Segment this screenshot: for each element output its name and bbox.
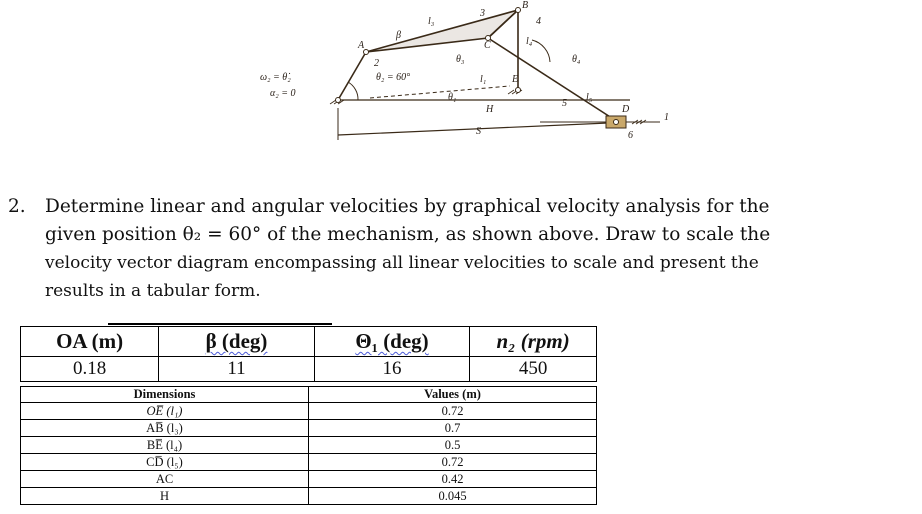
question-line: results in a tabular form. xyxy=(45,281,261,301)
header-theta1: Θ₁ (deg) xyxy=(314,327,470,357)
table-row: CD̅ (l₅) 0.72 xyxy=(21,454,597,471)
question-line: Determine linear and angular velocities by graphical velocity analysis for the xyxy=(45,196,770,217)
label-b: B xyxy=(522,0,529,11)
cell-oa: 0.18 xyxy=(21,357,159,382)
label-link6: 6 xyxy=(628,130,633,141)
label-link3: 3 xyxy=(480,8,485,19)
label-d: D xyxy=(622,104,630,115)
header-dimensions: Dimensions xyxy=(21,387,309,403)
theta2-arc xyxy=(348,82,358,100)
question-line: given position θ₂ = 60° of the mechanism, as shown above. Draw to scale the xyxy=(45,224,771,245)
label-h: H xyxy=(486,104,494,115)
table-header-row xyxy=(21,387,597,403)
baseline-s xyxy=(338,123,608,135)
label-link4: 4 xyxy=(536,16,541,27)
header-values: Values (m) xyxy=(309,387,597,403)
header-oa: OA (m) xyxy=(21,327,159,357)
cell-n2: 450 xyxy=(470,357,597,382)
table-row: OE̅ (l₁) 0.72 xyxy=(21,403,597,420)
label-theta3: θ₃ xyxy=(456,54,465,65)
question-block xyxy=(8,193,918,305)
table-row: H 0.045 xyxy=(21,488,597,505)
label-e: E xyxy=(512,74,519,85)
label-link1: 1 xyxy=(664,112,669,123)
header-n2: n₂ (rpm) xyxy=(470,327,597,357)
table-row xyxy=(21,357,597,382)
table-header-row xyxy=(21,327,597,357)
label-alpha: α₂ = 0 xyxy=(270,88,296,99)
label-link2: 2 xyxy=(374,58,379,69)
parameters-table xyxy=(20,326,597,382)
label-theta4: θ₄ xyxy=(572,54,581,65)
label-l3: l₃ xyxy=(428,16,435,27)
label-c: C xyxy=(484,40,491,51)
label-l4: l₄ xyxy=(526,36,533,47)
label-theta1: θ₁ xyxy=(448,92,457,103)
mechanism-diagram xyxy=(260,0,700,160)
table-row: BE̅ (l₄) 0.5 xyxy=(21,437,597,454)
reference-line xyxy=(370,86,510,98)
header-beta: β (deg) xyxy=(159,327,315,357)
crank-oa xyxy=(338,52,366,100)
label-link5: 5 xyxy=(562,98,567,109)
label-omega: ω₂ = θ̇₂ xyxy=(260,72,291,83)
question-text xyxy=(45,193,918,305)
table-row: AC 0.42 xyxy=(21,471,597,488)
label-theta2: θ₂ = 60° xyxy=(376,72,411,83)
label-l1: l₁ xyxy=(480,74,487,85)
label-beta: β xyxy=(396,30,401,41)
dimensions-table xyxy=(20,386,597,505)
link-cd xyxy=(488,38,618,122)
question-line: velocity vector diagram encompassing all linear velocities to scale and present the xyxy=(45,253,759,273)
mechanism-figure xyxy=(260,0,700,160)
table-top-rule xyxy=(108,323,332,325)
cell-beta: 11 xyxy=(159,357,315,382)
label-l5: l₅ xyxy=(586,92,593,103)
label-a: A xyxy=(358,40,365,51)
table-row: AB̅ (l₃) 0.7 xyxy=(21,420,597,437)
label-s: S xyxy=(476,126,481,137)
cell-theta1: 16 xyxy=(314,357,470,382)
question-number: 2. xyxy=(8,196,26,217)
theta4-arc xyxy=(532,40,550,62)
